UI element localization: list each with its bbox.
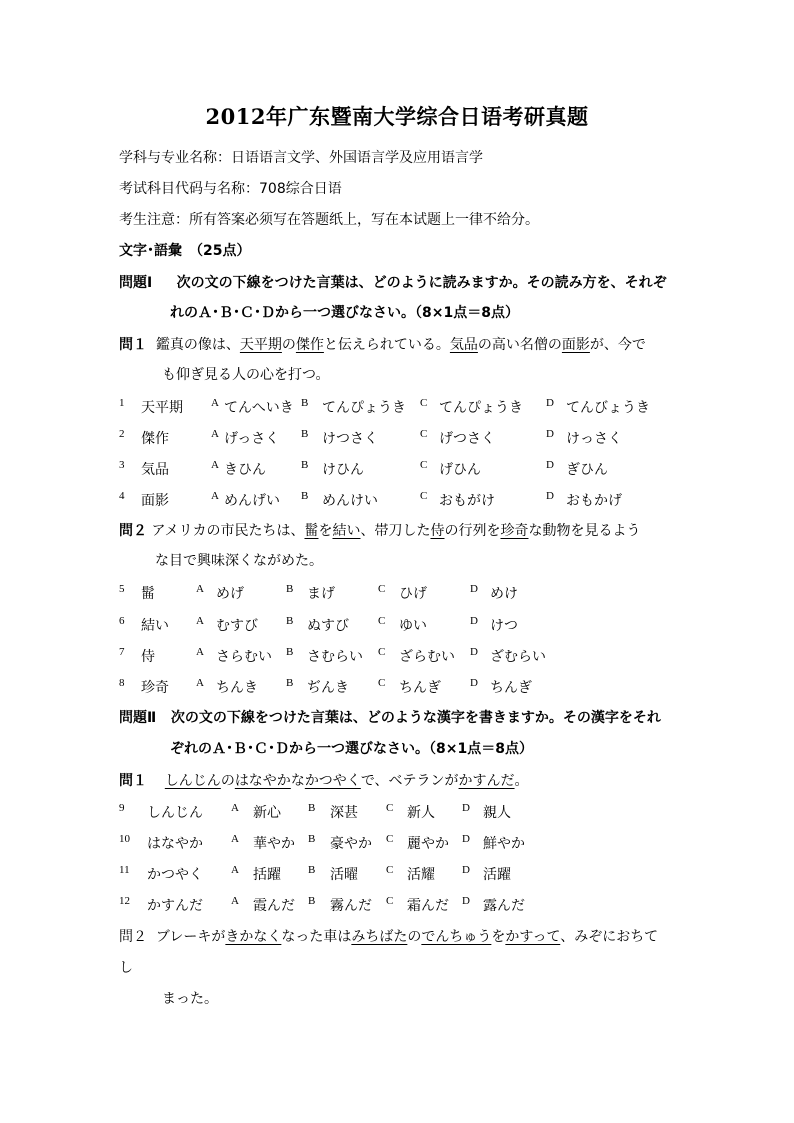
- underlined-word: かつやく: [304, 773, 361, 789]
- item-word: 珍奇: [141, 680, 169, 696]
- option-letter: B: [308, 833, 316, 845]
- option-text: おもがけ: [439, 493, 495, 509]
- option-letter: C: [386, 864, 394, 876]
- underlined-word: しんじん: [164, 773, 221, 789]
- mondai1-instruction-cont: れのＡ･Ｂ･Ｃ･Ｄから一つ選びなさい。（8×1点＝8点）: [170, 305, 519, 321]
- section-heading: 文字･語彙 （25点）: [119, 243, 251, 259]
- mondai1-label: 問題Ⅰ: [119, 275, 153, 291]
- option-text: おもかげ: [566, 493, 622, 509]
- option-text: ちんき: [216, 680, 258, 696]
- option-letter: D: [462, 895, 470, 907]
- option-text: ちんぎ: [490, 680, 532, 696]
- option-text: さむらい: [307, 649, 363, 665]
- option-letter: D: [546, 428, 554, 440]
- item-word: しんじん: [147, 805, 203, 821]
- option-text: ひげ: [399, 586, 427, 602]
- option-letter: B: [301, 397, 309, 409]
- option-letter: B: [286, 677, 294, 689]
- option-letter: D: [546, 459, 554, 471]
- item-number: 3: [119, 459, 125, 471]
- item-number: 1: [119, 397, 125, 409]
- item-word: 気品: [141, 462, 169, 478]
- option-letter: C: [386, 802, 394, 814]
- option-letter: C: [386, 833, 394, 845]
- option-text: てんへいき: [224, 400, 294, 416]
- option-text: めんけい: [322, 493, 378, 509]
- option-letter: D: [470, 677, 478, 689]
- option-text: 鮮やか: [483, 836, 525, 852]
- item-number: 10: [119, 833, 130, 845]
- option-text: 露んだ: [483, 898, 525, 914]
- underlined-word: きかなく: [225, 929, 282, 945]
- option-text: げっさく: [224, 431, 280, 447]
- item-word: はなやか: [147, 836, 203, 852]
- question-text-cont: も仰ぎ見る人の心を打つ。: [162, 367, 330, 383]
- option-text: 新心: [253, 805, 281, 821]
- page-title: 2012年广东暨南大学综合日语考研真题: [205, 104, 589, 129]
- underlined-word: 髷: [304, 523, 319, 539]
- option-text: 親人: [483, 805, 511, 821]
- option-letter: B: [301, 428, 309, 440]
- option-letter: A: [196, 677, 204, 689]
- underlined-word: みちばた: [351, 929, 408, 945]
- question-text: 問２ アメリカの市民たちは、髷を結い、帯刀した侍の行列を珍奇な動物を見るよう: [119, 523, 641, 539]
- question-text: 問１ 鑑真の像は、天平期の傑作と伝えられている。気品の高い名僧の面影が、今で: [119, 337, 646, 353]
- option-letter: B: [301, 490, 309, 502]
- option-text: 豪やか: [330, 836, 372, 852]
- underlined-word: 結い: [332, 523, 361, 539]
- item-word: 面影: [141, 493, 169, 509]
- option-letter: C: [378, 646, 386, 658]
- option-letter: C: [420, 397, 428, 409]
- option-letter: D: [470, 615, 478, 627]
- item-number: 9: [119, 802, 125, 814]
- mondai2-instruction: [119, 707, 661, 727]
- option-text: ぎひん: [566, 462, 608, 478]
- item-number: 11: [119, 864, 130, 876]
- mondai2-label: 問題Ⅱ: [119, 710, 157, 726]
- option-text: ぢんき: [307, 680, 349, 696]
- option-letter: B: [308, 802, 316, 814]
- item-word: 侍: [141, 649, 155, 665]
- option-text: 活曜: [330, 867, 358, 883]
- option-text: きひん: [224, 462, 266, 478]
- question-text-wrap: し: [119, 960, 133, 976]
- option-letter: A: [231, 864, 239, 876]
- mondai1-instruction: [119, 272, 667, 292]
- option-letter: C: [420, 459, 428, 471]
- option-letter: A: [231, 833, 239, 845]
- question-label: 問２: [119, 929, 147, 945]
- option-letter: C: [420, 490, 428, 502]
- item-number: 7: [119, 646, 125, 658]
- underlined-word: 気品: [449, 337, 478, 353]
- underlined-word: 天平期: [239, 337, 282, 353]
- underlined-word: 珍奇: [500, 523, 529, 539]
- option-letter: B: [286, 583, 294, 595]
- item-number: 4: [119, 490, 125, 502]
- option-text: てんぴょうき: [439, 400, 523, 416]
- subject-line: 考试科目代码与名称：708综合日语: [119, 181, 342, 197]
- option-letter: A: [231, 895, 239, 907]
- item-number: 8: [119, 677, 125, 689]
- option-text: 活躍: [483, 867, 511, 883]
- question-text-cont: な目で興味深くながめた。: [155, 553, 323, 569]
- option-letter: C: [378, 615, 386, 627]
- option-text: めげ: [216, 586, 244, 602]
- option-text: 括躍: [253, 867, 281, 883]
- item-word: かつやく: [147, 867, 203, 883]
- option-letter: D: [462, 802, 470, 814]
- option-letter: D: [470, 583, 478, 595]
- underlined-word: かすって: [505, 929, 561, 945]
- option-letter: A: [231, 802, 239, 814]
- option-text: むすび: [216, 618, 258, 634]
- question-text-cont: まった。: [162, 991, 218, 1007]
- option-letter: D: [462, 864, 470, 876]
- option-text: てんぴょうき: [322, 400, 406, 416]
- item-word: かすんだ: [147, 898, 203, 914]
- option-text: ざむらい: [490, 649, 546, 665]
- option-letter: D: [470, 646, 478, 658]
- option-text: ゆい: [399, 618, 427, 634]
- notice-line: 考生注意：所有答案必须写在答题纸上，写在本试题上一律不给分。: [119, 212, 539, 228]
- option-text: げひん: [439, 462, 481, 478]
- option-letter: B: [286, 646, 294, 658]
- option-text: げつさく: [439, 431, 495, 447]
- option-text: 活耀: [407, 867, 435, 883]
- item-number: 5: [119, 583, 125, 595]
- option-text: 霧んだ: [330, 898, 372, 914]
- option-text: ざらむい: [399, 649, 455, 665]
- underlined-word: かすんだ: [458, 773, 515, 789]
- item-word: 結い: [141, 618, 169, 634]
- option-letter: B: [301, 459, 309, 471]
- item-word: 傑作: [141, 431, 169, 447]
- item-number: 12: [119, 895, 130, 907]
- option-letter: C: [378, 677, 386, 689]
- option-text: けつ: [490, 618, 518, 634]
- option-letter: B: [308, 895, 316, 907]
- option-text: けひん: [322, 462, 364, 478]
- item-number: 6: [119, 615, 125, 627]
- question-label: 問１: [119, 337, 147, 353]
- option-letter: A: [211, 490, 219, 502]
- item-word: 髷: [141, 586, 155, 602]
- option-text: めんげい: [224, 493, 280, 509]
- option-letter: D: [546, 397, 554, 409]
- option-text: てんびょうき: [566, 400, 650, 416]
- option-letter: D: [462, 833, 470, 845]
- option-text: 新人: [407, 805, 435, 821]
- question-text: 問２ ブレーキがきかなくなった車はみちばたのでんちゅうをかすって、みぞにおちて: [119, 929, 659, 945]
- option-text: 深甚: [330, 805, 358, 821]
- mondai1-instruction-text: 次の文の下線をつけた言葉は、どのように読みますか。その読み方を、それぞ: [176, 275, 667, 291]
- underlined-word: 面影: [561, 337, 590, 353]
- option-letter: A: [196, 646, 204, 658]
- option-text: 霜んだ: [407, 898, 449, 914]
- option-text: 華やか: [253, 836, 295, 852]
- option-letter: B: [286, 615, 294, 627]
- question-label: 問１: [119, 773, 147, 789]
- option-letter: D: [546, 490, 554, 502]
- option-text: まげ: [307, 586, 335, 602]
- underlined-word: 傑作: [295, 337, 324, 353]
- item-word: 天平期: [141, 400, 183, 416]
- underlined-word: はなやか: [234, 773, 291, 789]
- option-letter: C: [378, 583, 386, 595]
- option-letter: C: [386, 895, 394, 907]
- option-letter: A: [196, 583, 204, 595]
- item-number: 2: [119, 428, 125, 440]
- option-text: 霞んだ: [253, 898, 295, 914]
- option-letter: C: [420, 428, 428, 440]
- option-text: さらむい: [216, 649, 272, 665]
- option-text: けつさく: [322, 431, 378, 447]
- underlined-word: でんちゅう: [421, 929, 492, 945]
- option-letter: A: [196, 615, 204, 627]
- major-line: 学科与专业名称：日语语言文学、外国语言学及应用语言学: [119, 150, 483, 166]
- option-text: けっさく: [566, 431, 622, 447]
- option-text: ちんぎ: [399, 680, 441, 696]
- option-text: めけ: [490, 586, 518, 602]
- question-label: 問２: [119, 523, 147, 539]
- option-letter: B: [308, 864, 316, 876]
- question-text: 問１ しんじんのはなやかなかつやくで、ベテランがかすんだ。: [119, 773, 529, 789]
- underlined-word: 侍: [430, 523, 445, 539]
- mondai2-instruction-text: 次の文の下線をつけた言葉は、どのような漢字を書きますか。その漢字をそれ: [170, 710, 661, 726]
- option-letter: A: [211, 428, 219, 440]
- option-letter: A: [211, 459, 219, 471]
- option-text: 麗やか: [407, 836, 449, 852]
- option-letter: A: [211, 397, 219, 409]
- mondai2-instruction-cont: ぞれのＡ･Ｂ･Ｃ･Ｄから一つ選びなさい。（8×1点＝8点）: [170, 741, 533, 757]
- option-text: ぬすび: [307, 618, 349, 634]
